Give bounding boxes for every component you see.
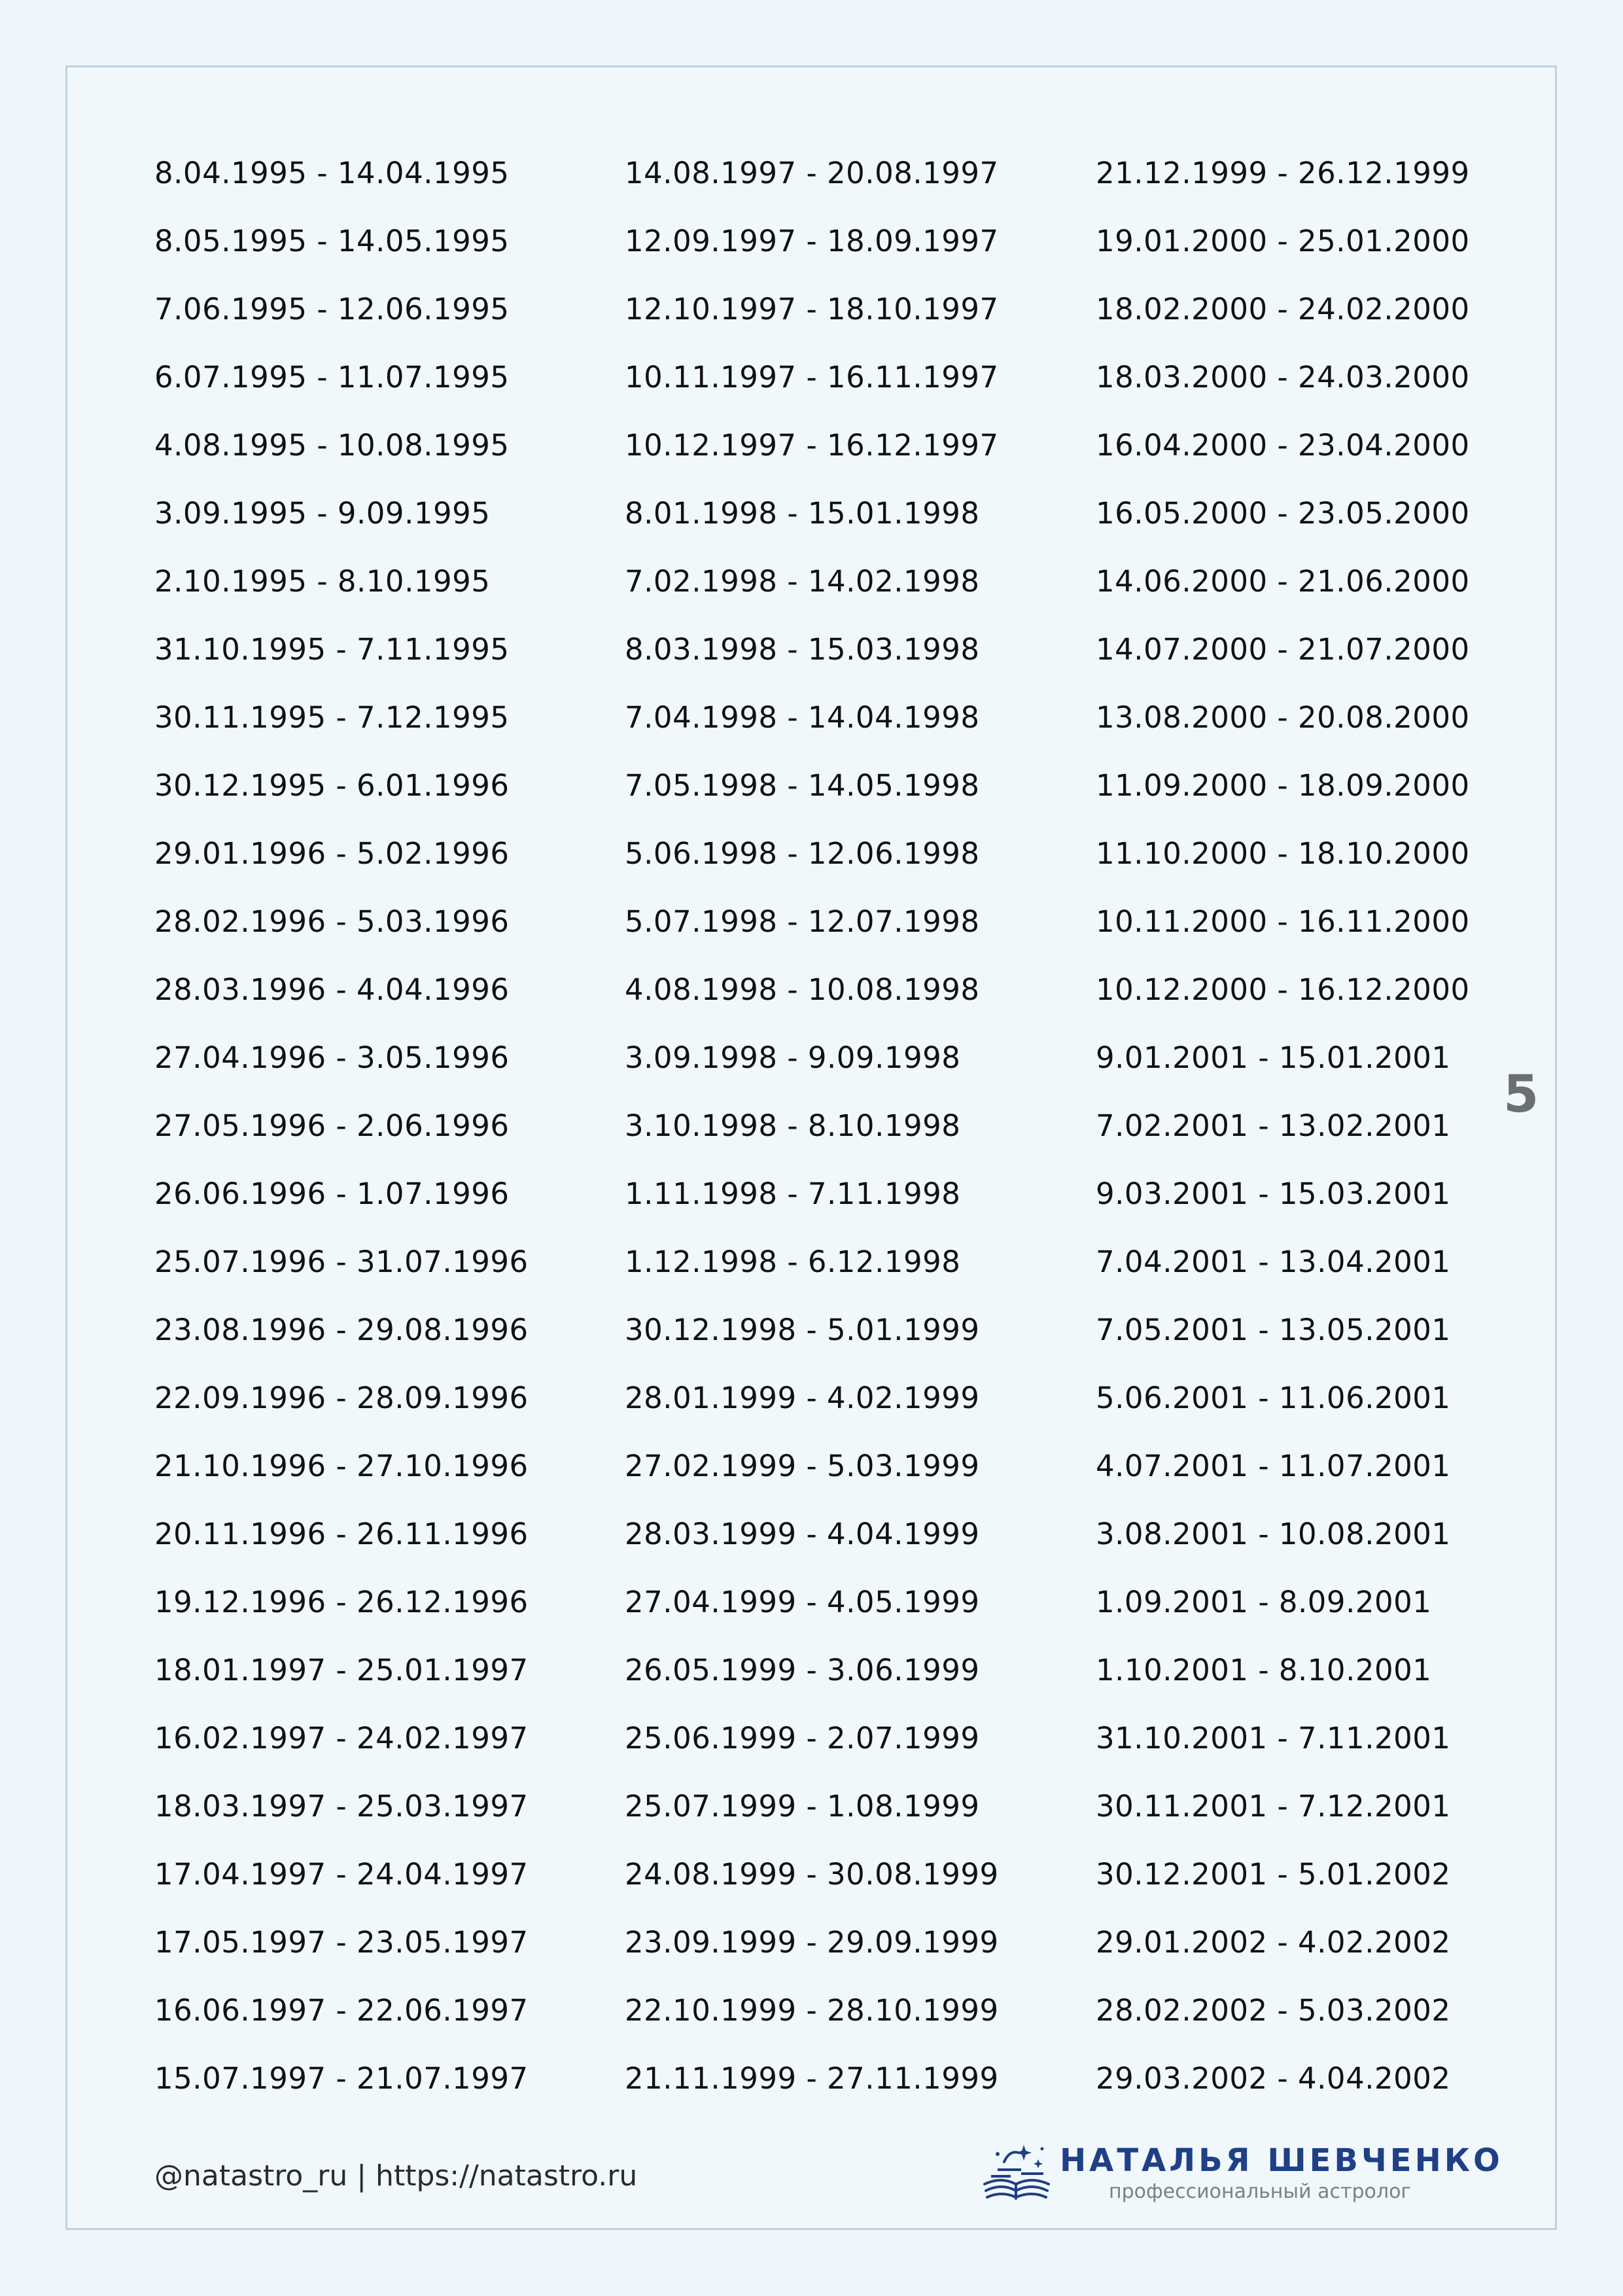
date-range: 8.04.1995 - 14.04.1995 xyxy=(154,156,510,190)
date-range: 18.03.1997 - 25.03.1997 xyxy=(154,1789,529,1824)
date-range: 14.07.2000 - 21.07.2000 xyxy=(1096,632,1470,667)
date-range: 12.10.1997 - 18.10.1997 xyxy=(625,292,999,327)
logo-subtitle: профессиональный астролог xyxy=(1109,2180,1412,2203)
date-range: 22.10.1999 - 28.10.1999 xyxy=(625,1993,999,2028)
date-range: 10.11.2000 - 16.11.2000 xyxy=(1096,904,1470,939)
date-range: 1.09.2001 - 8.09.2001 xyxy=(1096,1585,1432,1619)
page-number: 5 xyxy=(1503,1065,1539,1124)
date-range: 2.10.1995 - 8.10.1995 xyxy=(154,564,491,599)
date-range: 24.08.1999 - 30.08.1999 xyxy=(625,1857,999,1892)
book-star-logo-icon xyxy=(978,2138,1056,2201)
date-range: 5.06.1998 - 12.06.1998 xyxy=(625,836,980,871)
date-range: 27.02.1999 - 5.03.1999 xyxy=(625,1449,980,1483)
date-range: 28.02.2002 - 5.03.2002 xyxy=(1096,1993,1451,2028)
date-range: 7.06.1995 - 12.06.1995 xyxy=(154,292,510,327)
brand-logo xyxy=(978,2134,1503,2206)
date-range: 26.05.1999 - 3.06.1999 xyxy=(625,1653,980,1687)
date-range: 28.01.1999 - 4.02.1999 xyxy=(625,1381,980,1415)
date-range: 10.12.2000 - 16.12.2000 xyxy=(1096,972,1470,1007)
date-range: 7.02.2001 - 13.02.2001 xyxy=(1096,1108,1451,1143)
date-range: 5.07.1998 - 12.07.1998 xyxy=(625,904,980,939)
date-range: 20.11.1996 - 26.11.1996 xyxy=(154,1517,529,1551)
date-range: 21.10.1996 - 27.10.1996 xyxy=(154,1449,529,1483)
date-range: 6.07.1995 - 11.07.1995 xyxy=(154,360,510,395)
date-range: 22.09.1996 - 28.09.1996 xyxy=(154,1381,529,1415)
date-range: 30.11.1995 - 7.12.1995 xyxy=(154,700,510,735)
date-range: 3.10.1998 - 8.10.1998 xyxy=(625,1108,961,1143)
date-range: 29.03.2002 - 4.04.2002 xyxy=(1096,2061,1451,2096)
date-range: 16.04.2000 - 23.04.2000 xyxy=(1096,428,1470,463)
date-range: 28.03.1999 - 4.04.1999 xyxy=(625,1517,980,1551)
date-range: 28.03.1996 - 4.04.1996 xyxy=(154,972,510,1007)
date-range: 30.11.2001 - 7.12.2001 xyxy=(1096,1789,1451,1824)
date-range: 3.08.2001 - 10.08.2001 xyxy=(1096,1517,1451,1551)
date-range: 1.10.2001 - 8.10.2001 xyxy=(1096,1653,1432,1687)
date-range: 8.03.1998 - 15.03.1998 xyxy=(625,632,980,667)
date-range: 21.11.1999 - 27.11.1999 xyxy=(625,2061,999,2096)
date-range-column-3 xyxy=(1096,150,1501,2124)
date-range: 18.03.2000 - 24.03.2000 xyxy=(1096,360,1470,395)
date-range: 4.07.2001 - 11.07.2001 xyxy=(1096,1449,1451,1483)
date-range: 14.06.2000 - 21.06.2000 xyxy=(1096,564,1470,599)
date-range: 7.05.2001 - 13.05.2001 xyxy=(1096,1313,1451,1347)
date-range: 19.12.1996 - 26.12.1996 xyxy=(154,1585,529,1619)
date-range: 10.11.1997 - 16.11.1997 xyxy=(625,360,999,395)
logo-name: НАТАЛЬЯ ШЕВЧЕНКО xyxy=(1060,2142,1503,2179)
footer-contacts: @natastro_ru | https://natastro.ru xyxy=(154,2159,638,2193)
date-range: 23.09.1999 - 29.09.1999 xyxy=(625,1925,999,1960)
date-range: 10.12.1997 - 16.12.1997 xyxy=(625,428,999,463)
date-range: 19.01.2000 - 25.01.2000 xyxy=(1096,224,1470,258)
date-range: 18.02.2000 - 24.02.2000 xyxy=(1096,292,1470,327)
date-range: 9.03.2001 - 15.03.2001 xyxy=(1096,1176,1451,1211)
date-range: 4.08.1998 - 10.08.1998 xyxy=(625,972,980,1007)
date-range: 11.10.2000 - 18.10.2000 xyxy=(1096,836,1470,871)
date-range: 25.07.1996 - 31.07.1996 xyxy=(154,1245,529,1279)
date-range: 3.09.1995 - 9.09.1995 xyxy=(154,496,491,531)
date-range: 21.12.1999 - 26.12.1999 xyxy=(1096,156,1470,190)
date-range: 27.05.1996 - 2.06.1996 xyxy=(154,1108,510,1143)
date-range: 16.05.2000 - 23.05.2000 xyxy=(1096,496,1470,531)
date-range: 14.08.1997 - 20.08.1997 xyxy=(625,156,999,190)
date-range: 25.06.1999 - 2.07.1999 xyxy=(625,1721,980,1756)
date-range: 29.01.1996 - 5.02.1996 xyxy=(154,836,510,871)
date-range: 3.09.1998 - 9.09.1998 xyxy=(625,1040,961,1075)
date-range: 16.02.1997 - 24.02.1997 xyxy=(154,1721,529,1756)
date-range: 7.02.1998 - 14.02.1998 xyxy=(625,564,980,599)
date-range: 17.05.1997 - 23.05.1997 xyxy=(154,1925,529,1960)
date-range: 29.01.2002 - 4.02.2002 xyxy=(1096,1925,1451,1960)
date-range: 4.08.1995 - 10.08.1995 xyxy=(154,428,510,463)
date-range-column-2 xyxy=(625,150,1030,2124)
date-range: 30.12.1995 - 6.01.1996 xyxy=(154,768,510,803)
date-range: 27.04.1999 - 4.05.1999 xyxy=(625,1585,980,1619)
date-range: 15.07.1997 - 21.07.1997 xyxy=(154,2061,529,2096)
date-range: 30.12.2001 - 5.01.2002 xyxy=(1096,1857,1451,1892)
date-range: 28.02.1996 - 5.03.1996 xyxy=(154,904,510,939)
date-range: 7.04.1998 - 14.04.1998 xyxy=(625,700,980,735)
date-range: 1.12.1998 - 6.12.1998 xyxy=(625,1245,961,1279)
date-range: 12.09.1997 - 18.09.1997 xyxy=(625,224,999,258)
date-range: 17.04.1997 - 24.04.1997 xyxy=(154,1857,529,1892)
date-range: 9.01.2001 - 15.01.2001 xyxy=(1096,1040,1451,1075)
date-range: 1.11.1998 - 7.11.1998 xyxy=(625,1176,961,1211)
date-range: 8.01.1998 - 15.01.1998 xyxy=(625,496,980,531)
date-range: 23.08.1996 - 29.08.1996 xyxy=(154,1313,529,1347)
date-range-column-1 xyxy=(154,150,560,2124)
date-range: 27.04.1996 - 3.05.1996 xyxy=(154,1040,510,1075)
date-range: 8.05.1995 - 14.05.1995 xyxy=(154,224,510,258)
date-range: 18.01.1997 - 25.01.1997 xyxy=(154,1653,529,1687)
date-range: 11.09.2000 - 18.09.2000 xyxy=(1096,768,1470,803)
date-range: 7.04.2001 - 13.04.2001 xyxy=(1096,1245,1451,1279)
date-range: 26.06.1996 - 1.07.1996 xyxy=(154,1176,510,1211)
date-range: 30.12.1998 - 5.01.1999 xyxy=(625,1313,980,1347)
date-range: 5.06.2001 - 11.06.2001 xyxy=(1096,1381,1451,1415)
date-range: 25.07.1999 - 1.08.1999 xyxy=(625,1789,980,1824)
date-range: 16.06.1997 - 22.06.1997 xyxy=(154,1993,529,2028)
date-range: 31.10.1995 - 7.11.1995 xyxy=(154,632,510,667)
date-range: 7.05.1998 - 14.05.1998 xyxy=(625,768,980,803)
date-range: 13.08.2000 - 20.08.2000 xyxy=(1096,700,1470,735)
date-range: 31.10.2001 - 7.11.2001 xyxy=(1096,1721,1451,1756)
